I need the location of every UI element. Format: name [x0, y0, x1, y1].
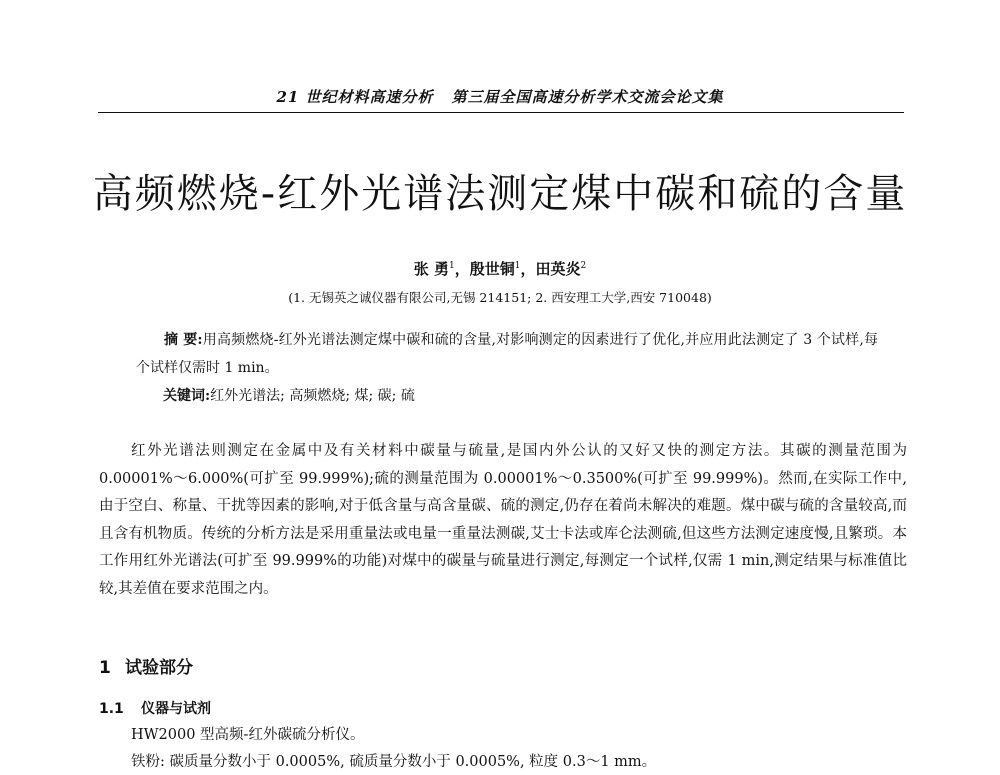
keywords-label: 关键词: [163, 388, 211, 404]
author-name: 田英炎 [535, 260, 581, 278]
author-separator: ， [454, 260, 470, 278]
section-title: 试验部分 [125, 658, 193, 678]
author-name: 殷世铜 [469, 260, 515, 278]
header-rule [98, 112, 904, 113]
running-header-right: 第三届全国高速分析学术交流会论文集 [451, 88, 724, 106]
keywords-text: 红外光谱法; 高频燃烧; 煤; 碳; 硫 [210, 388, 415, 404]
author-affiliation-mark: 1 [514, 261, 521, 271]
author-list [0, 258, 1000, 279]
abstract-label: 摘 要: [164, 332, 203, 348]
keywords [163, 382, 883, 410]
section-number: 1 [99, 658, 111, 678]
author-affiliation-mark: 1 [448, 261, 455, 271]
author-name: 张 勇 [413, 260, 449, 278]
instrument-paragraph: HW2000 型高频-红外碳硫分析仪。 [131, 727, 365, 743]
subsection-title: 仪器与试剂 [141, 701, 211, 717]
paper-title: 高频燃烧-红外光谱法测定煤中碳和硫的含量 [92, 171, 908, 217]
author-affiliation-mark: 2 [580, 261, 587, 271]
subsection-number: 1.1 [99, 701, 124, 717]
intro-paragraph: 红外光谱法则测定在金属中及有关材料中碳量与硫量,是国内外公认的又好又快的测定方法。其碳的测量范围为 0.00001%～6.000%(可扩至 99.999%);硫的测量范围为 0.00001%～0.3500%(可扩至 99.999%)。然而,在实际工作中,由于空白、称量、干扰等因素的影响,对于低含量与高含量碳、硫的测定,仍存在着尚未解决的难题。煤中碳与硫的含量较高,而且含有机物质。传统的分析方法是采用重量法或电量一重量法测碳,艾士卡法或库仑法测硫,但这些方法测定速度慢,且繁琐。本工作用红外光谱法(可扩至 99.999%的功能)对煤中的碳量与硫量进行测定,每测定一个试样,仅需 1 min,测定结果与标准值比较,其差值在要求范围之内。 [99, 443, 907, 597]
abstract [136, 326, 878, 382]
running-header-left: 21 世纪材料高速分析 [276, 88, 434, 106]
running-header [0, 86, 1000, 107]
author-separator: ， [520, 260, 536, 278]
affiliations: (1. 无锡英之诚仪器有限公司,无锡 214151; 2. 西安理工大学,西安 710048) [288, 290, 712, 305]
reagent-paragraph-partial: 铁粉: 碳质量分数小于 0.0005%, 硫质量分数小于 0.0005%, 粒度 0.3～1 mm。 [131, 754, 657, 770]
subsection-heading [99, 698, 211, 718]
abstract-text: 用高频燃烧-红外光谱法测定煤中碳和硫的含量,对影响测定的因素进行了优化,并应用此法测定了 3 个试样,每个试样仅需时 1 min。 [136, 332, 878, 376]
section-heading [99, 653, 193, 678]
